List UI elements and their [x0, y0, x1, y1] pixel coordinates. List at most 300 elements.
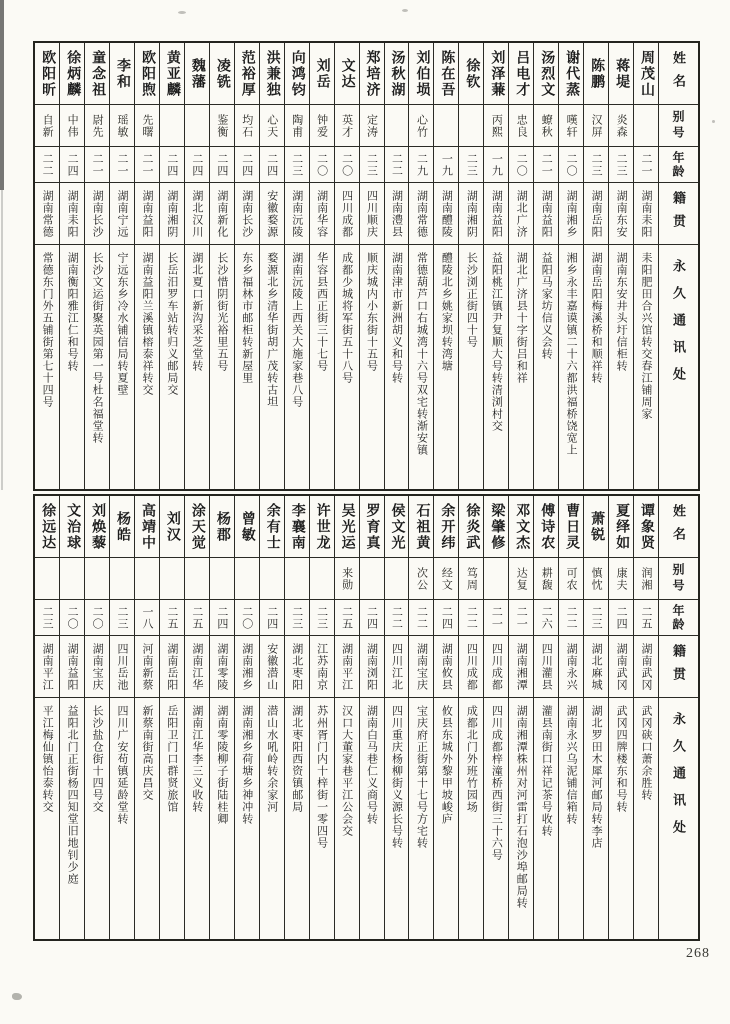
person-alias: 润湘 — [634, 558, 658, 600]
scan-artifact — [12, 993, 22, 1000]
person-origin: 湖南宁远 — [110, 183, 134, 245]
person-column — [134, 496, 159, 939]
person-address: 湖南湘潭株州对河雷打石泡沙埠邮局转 — [515, 705, 528, 909]
person-column — [408, 43, 433, 489]
person-address: 汉口大董家巷平江公会交 — [340, 705, 353, 837]
person-age: 二一 — [484, 600, 508, 636]
person-address: 武冈四牌楼东和号转 — [615, 705, 628, 813]
person-address: 湖南东安井头圩信柜转 — [615, 252, 628, 372]
person-origin: 湖南岳阳 — [160, 636, 184, 698]
person-column — [583, 43, 608, 489]
person-origin: 四川成都 — [459, 636, 483, 698]
person-column — [508, 496, 533, 939]
person-column — [458, 43, 483, 489]
person-age: 二六 — [534, 600, 558, 636]
person-age: 二四 — [434, 600, 458, 636]
person-alias: 自新 — [35, 105, 59, 147]
person-address: 湖南江华李三义收转 — [190, 705, 203, 813]
person-alias: 蟟秋 — [534, 105, 558, 147]
person-alias: 嘆轩 — [559, 105, 583, 147]
person-alias — [135, 558, 159, 600]
person-column — [558, 496, 583, 939]
person-alias: 来勋 — [335, 558, 359, 600]
person-age: 一九 — [434, 147, 458, 183]
person-name: 杨皓 — [110, 496, 134, 558]
person-origin: 湖南东安 — [609, 183, 633, 245]
person-origin: 四川灌县 — [534, 636, 558, 698]
person-age: 二三 — [584, 147, 608, 183]
person-age: 二四 — [185, 147, 209, 183]
person-alias — [260, 558, 284, 600]
person-column — [284, 496, 309, 939]
person-age: 二二 — [385, 147, 409, 183]
person-column — [608, 43, 633, 489]
person-name: 李襄南 — [285, 496, 309, 558]
person-alias — [385, 558, 409, 600]
person-origin: 湖南湘乡 — [559, 183, 583, 245]
person-alias: 达复 — [509, 558, 533, 600]
person-origin: 湖南长沙 — [235, 183, 259, 245]
person-column — [483, 43, 508, 489]
person-alias: 均石 — [235, 105, 259, 147]
person-column — [508, 43, 533, 489]
person-name: 刘汉 — [160, 496, 184, 558]
person-age: 二三 — [459, 147, 483, 183]
person-name: 汤烈文 — [534, 43, 558, 105]
person-name: 文达 — [335, 43, 359, 105]
person-alias: 钟爱 — [310, 105, 334, 147]
person-age: 二三 — [285, 600, 309, 636]
person-address: 岳阳卫门口群贤旅馆 — [165, 705, 178, 813]
person-origin: 湖南攸县 — [434, 636, 458, 698]
person-age: 二〇 — [310, 147, 334, 183]
person-column — [159, 43, 184, 489]
header-name: 姓名 — [659, 496, 698, 558]
person-age: 二二 — [459, 600, 483, 636]
person-column — [209, 496, 234, 939]
person-alias — [459, 105, 483, 147]
person-alias: 英才 — [335, 105, 359, 147]
person-alias — [385, 105, 409, 147]
person-age: 二一 — [509, 600, 533, 636]
person-column — [583, 496, 608, 939]
person-age: 二〇 — [559, 147, 583, 183]
person-origin: 湖南武冈 — [634, 636, 658, 698]
person-name: 徐炎武 — [459, 496, 483, 558]
person-age: 二四 — [235, 147, 259, 183]
person-origin: 湖南益阳 — [484, 183, 508, 245]
person-origin: 湖南湘阴 — [459, 183, 483, 245]
person-column — [608, 496, 633, 939]
person-name: 徐钦 — [459, 43, 483, 105]
person-column — [433, 43, 458, 489]
person-name: 洪兼独 — [260, 43, 284, 105]
person-age: 二四 — [210, 600, 234, 636]
person-origin: 四川成都 — [335, 183, 359, 245]
person-origin: 湖南新化 — [210, 183, 234, 245]
person-origin: 湖南平江 — [335, 636, 359, 698]
person-address: 湖北罗田木犀河邮局转李店 — [590, 705, 603, 849]
person-column — [234, 496, 259, 939]
person-age: 二二 — [559, 600, 583, 636]
person-address: 湖北枣阳西资镇邮局 — [290, 705, 303, 813]
person-age: 二五 — [185, 600, 209, 636]
person-origin: 湖南江华 — [185, 636, 209, 698]
person-age: 二一 — [135, 147, 159, 183]
person-alias: 康夫 — [609, 558, 633, 600]
person-age: 二五 — [335, 600, 359, 636]
person-name: 侯文光 — [385, 496, 409, 558]
person-address: 四川重庆杨柳街义源长号转 — [390, 705, 403, 849]
person-origin: 湖南宝庆 — [409, 636, 433, 698]
person-origin: 四川岳池 — [110, 636, 134, 698]
person-column — [109, 43, 134, 489]
person-column — [59, 43, 84, 489]
person-name: 刘岳 — [310, 43, 334, 105]
person-alias: 先曙 — [135, 105, 159, 147]
person-name: 欧阳煦 — [135, 43, 159, 105]
person-name: 傅诗农 — [534, 496, 558, 558]
person-age: 二四 — [60, 147, 84, 183]
person-address: 婺源北乡清华街胡广茂转古坦 — [265, 252, 278, 408]
scan-artifact — [0, 0, 4, 190]
person-alias: 鉴衡 — [210, 105, 234, 147]
header-name: 姓名 — [659, 43, 698, 105]
person-column — [184, 43, 209, 489]
person-name: 曾敏 — [235, 496, 259, 558]
person-address: 湖南津市新洲胡义和号转 — [390, 252, 403, 384]
person-name: 汤秋湖 — [385, 43, 409, 105]
person-age: 二九 — [409, 147, 433, 183]
person-origin: 湖北广济 — [509, 183, 533, 245]
person-age: 二三 — [110, 600, 134, 636]
person-address: 华容县西正街三十七号 — [315, 252, 328, 372]
person-alias — [434, 105, 458, 147]
person-age: 二一 — [634, 147, 658, 183]
person-name: 向鸿钧 — [285, 43, 309, 105]
person-alias — [185, 105, 209, 147]
person-address: 湖南白马巷仁义商号转 — [365, 705, 378, 825]
person-name: 蒋堤 — [609, 43, 633, 105]
person-name: 杨郡 — [210, 496, 234, 558]
person-name: 萧锐 — [584, 496, 608, 558]
person-alias: 炎森 — [609, 105, 633, 147]
person-name: 文治球 — [60, 496, 84, 558]
scan-speck — [402, 9, 408, 12]
person-alias — [185, 558, 209, 600]
person-address: 湖南衡阳雅江仁和号转 — [66, 252, 79, 372]
person-address: 湖南零陵柳子街陆桂卿 — [215, 705, 228, 825]
person-origin: 湖南湘阴 — [160, 183, 184, 245]
person-age: 二四 — [360, 600, 384, 636]
person-address: 成都北门外班竹园场 — [465, 705, 478, 813]
person-address: 潜山水吼岭转余家河 — [265, 705, 278, 813]
person-address: 成都少城将军街五十八号 — [340, 252, 353, 384]
person-column — [483, 496, 508, 939]
person-age: 二三 — [285, 147, 309, 183]
person-origin: 湖南长沙 — [85, 183, 109, 245]
person-age: 二四 — [160, 147, 184, 183]
person-origin: 湖南益阳 — [60, 636, 84, 698]
person-alias — [85, 558, 109, 600]
person-name: 郑培济 — [360, 43, 384, 105]
person-age: 二二 — [385, 600, 409, 636]
person-address: 苏州胥门内十梓街一零四号 — [315, 705, 328, 849]
person-name: 余开纬 — [434, 496, 458, 558]
person-column — [558, 43, 583, 489]
person-origin: 安徽婺源 — [260, 183, 284, 245]
person-alias — [210, 558, 234, 600]
person-address: 宝庆府正街第十七号方宅转 — [415, 705, 428, 849]
person-age: 二四 — [260, 600, 284, 636]
person-column — [533, 43, 558, 489]
person-age: 二一 — [110, 147, 134, 183]
person-address: 常德葫芦口右城湾十六号双宅转渐安镇 — [415, 252, 428, 456]
person-column — [458, 496, 483, 939]
person-age: 二〇 — [85, 600, 109, 636]
person-alias: 汉屏 — [584, 105, 608, 147]
person-name: 石祖黄 — [409, 496, 433, 558]
person-alias: 耕馥 — [534, 558, 558, 600]
person-alias — [160, 105, 184, 147]
person-column — [533, 496, 558, 939]
person-age: 二二 — [35, 147, 59, 183]
person-name: 范裕厚 — [235, 43, 259, 105]
person-address: 四川广安苟镇延龄堂转 — [116, 705, 129, 825]
person-address: 湖北广济县十字街吕和祥 — [515, 252, 528, 384]
person-address: 常德东门外五铺街第七十四号 — [41, 252, 54, 408]
header-age: 年龄 — [659, 600, 698, 636]
header-address: 永久通讯处 — [671, 712, 686, 847]
person-origin: 湖南沅陵 — [285, 183, 309, 245]
person-origin: 湖南湘潭 — [509, 636, 533, 698]
person-alias: 忠良 — [509, 105, 533, 147]
header-age: 年龄 — [659, 147, 698, 183]
person-origin: 湖南零陵 — [210, 636, 234, 698]
person-alias: 笃周 — [459, 558, 483, 600]
person-alias — [35, 558, 59, 600]
person-address: 新蔡南街高庆昌交 — [140, 705, 153, 801]
person-column — [633, 43, 658, 489]
person-column — [359, 43, 384, 489]
person-name: 许世龙 — [310, 496, 334, 558]
person-origin: 湖南常德 — [409, 183, 433, 245]
person-origin: 湖南岳阳 — [584, 183, 608, 245]
person-origin: 湖南耒阳 — [60, 183, 84, 245]
person-alias: 定涛 — [360, 105, 384, 147]
person-alias — [484, 558, 508, 600]
person-age: 二四 — [609, 600, 633, 636]
person-age: 二〇 — [60, 600, 84, 636]
header-column — [658, 496, 698, 939]
person-name: 陈在吾 — [434, 43, 458, 105]
person-name: 周茂山 — [634, 43, 658, 105]
person-address: 湖北夏口新沟采芝堂转 — [190, 252, 203, 372]
person-age: 一九 — [484, 147, 508, 183]
person-origin: 湖南常德 — [35, 183, 59, 245]
person-column — [159, 496, 184, 939]
person-origin: 湖南平江 — [35, 636, 59, 698]
person-alias: 次公 — [409, 558, 433, 600]
person-age: 二五 — [160, 600, 184, 636]
person-alias: 可农 — [559, 558, 583, 600]
scan-speck — [712, 120, 715, 123]
person-age: 一八 — [135, 600, 159, 636]
person-origin: 湖南华容 — [310, 183, 334, 245]
person-age: 二一 — [534, 147, 558, 183]
person-column — [84, 496, 109, 939]
person-column — [259, 43, 284, 489]
person-age: 二四 — [260, 147, 284, 183]
person-address: 长沙文运街聚英园第一号杜名福堂转 — [91, 252, 104, 444]
person-origin: 安徽潜山 — [260, 636, 284, 698]
person-address: 耒阳肥田合兴馆转交春江铺周家 — [640, 252, 653, 420]
person-name: 余有士 — [260, 496, 284, 558]
person-address: 益阳桃江镇尹复顺大号转清浏村交 — [490, 252, 503, 432]
person-name: 罗育真 — [360, 496, 384, 558]
person-origin: 河南新蔡 — [135, 636, 159, 698]
person-age: 二三 — [35, 600, 59, 636]
person-name: 李和 — [110, 43, 134, 105]
person-name: 魏藩 — [185, 43, 209, 105]
person-alias — [110, 558, 134, 600]
directory-table-upper — [33, 41, 700, 491]
person-address: 平江梅仙镇怡泰转交 — [41, 705, 54, 813]
person-name: 欧阳昕 — [35, 43, 59, 105]
person-address: 宁远东乡冷水铺信局转夏壁 — [116, 252, 129, 396]
person-name: 谢代蒸 — [559, 43, 583, 105]
scan-speck — [178, 11, 186, 14]
person-origin: 湖南浏阳 — [360, 636, 384, 698]
person-column — [234, 43, 259, 489]
person-alias — [310, 558, 334, 600]
person-column — [35, 496, 59, 939]
person-name: 陈鹏 — [584, 43, 608, 105]
person-origin: 湖北枣阳 — [285, 636, 309, 698]
person-address: 湖南沅陵上西关大施家巷八号 — [290, 252, 303, 408]
person-column — [259, 496, 284, 939]
person-alias: 慎忱 — [584, 558, 608, 600]
person-name: 刘泽蒹 — [484, 43, 508, 105]
person-alias: 瑶敏 — [110, 105, 134, 147]
person-column — [35, 43, 59, 489]
person-address: 湖南湘乡荷塘乡神冲转 — [240, 705, 253, 825]
person-alias: 陶甫 — [285, 105, 309, 147]
person-column — [284, 43, 309, 489]
person-age: 二〇 — [509, 147, 533, 183]
person-age: 二〇 — [335, 147, 359, 183]
header-origin: 籍贯 — [659, 636, 698, 698]
person-alias — [60, 558, 84, 600]
person-address: 东乡福林市邮柜转新屋里 — [240, 252, 253, 384]
person-name: 凌铣 — [210, 43, 234, 105]
person-column — [134, 43, 159, 489]
person-column — [309, 496, 334, 939]
person-column — [59, 496, 84, 939]
person-name: 吴光运 — [335, 496, 359, 558]
person-origin: 湖南耒阳 — [634, 183, 658, 245]
person-column — [209, 43, 234, 489]
person-column — [109, 496, 134, 939]
person-column — [633, 496, 658, 939]
person-column — [384, 43, 409, 489]
person-age: 二〇 — [235, 600, 259, 636]
person-alias: 中伟 — [60, 105, 84, 147]
person-name: 童念祖 — [85, 43, 109, 105]
person-alias: 心竹 — [409, 105, 433, 147]
person-name: 高靖中 — [135, 496, 159, 558]
directory-table-lower — [33, 494, 700, 941]
person-origin: 湖南湘乡 — [235, 636, 259, 698]
person-alias — [634, 105, 658, 147]
person-address: 醴陵北乡姚家坝转湾塘 — [440, 252, 453, 372]
person-column — [334, 496, 359, 939]
person-age: 二一 — [85, 147, 109, 183]
person-address: 长沙盐仓街十四号交 — [91, 705, 104, 813]
person-alias — [285, 558, 309, 600]
person-alias: 尉先 — [85, 105, 109, 147]
person-alias: 经文 — [434, 558, 458, 600]
person-address: 长岳汨罗车站转归义邮局交 — [165, 252, 178, 396]
person-name: 徐远达 — [35, 496, 59, 558]
person-address: 攸县东城外黎甲坡峻庐 — [440, 705, 453, 825]
person-address: 长沙浏正街四十号 — [465, 252, 478, 348]
person-column — [359, 496, 384, 939]
person-name: 吕电才 — [509, 43, 533, 105]
person-alias — [360, 558, 384, 600]
person-name: 邓文杰 — [509, 496, 533, 558]
person-column — [433, 496, 458, 939]
person-age: 二三 — [584, 600, 608, 636]
person-name: 曹日灵 — [559, 496, 583, 558]
person-address: 武冈硖口萧余胜转 — [640, 705, 653, 801]
person-name: 刘伯埙 — [409, 43, 433, 105]
person-age: 二三 — [360, 147, 384, 183]
person-origin: 湖南益阳 — [534, 183, 558, 245]
person-origin: 四川江北 — [385, 636, 409, 698]
person-address: 益阳马家坊信义会转 — [540, 252, 553, 360]
header-alias: 别号 — [659, 105, 698, 147]
person-alias: 丙熙 — [484, 105, 508, 147]
person-origin: 湖南益阳 — [135, 183, 159, 245]
person-address: 益阳北门正街杨四知堂旧地钊少庭 — [66, 705, 79, 885]
person-age: 二二 — [409, 600, 433, 636]
header-origin: 籍贯 — [659, 183, 698, 245]
scan-artifact — [1, 190, 3, 490]
person-name: 谭象贤 — [634, 496, 658, 558]
person-address: 湖南岳阳梅溪桥和顺祥转 — [590, 252, 603, 384]
person-origin: 四川成都 — [484, 636, 508, 698]
person-age: 二四 — [210, 147, 234, 183]
person-origin: 江苏南京 — [310, 636, 334, 698]
person-name: 梁肇修 — [484, 496, 508, 558]
person-column — [384, 496, 409, 939]
person-origin: 湖南永兴 — [559, 636, 583, 698]
person-origin: 湖南醴陵 — [434, 183, 458, 245]
header-alias: 别号 — [659, 558, 698, 600]
header-address: 永久通讯处 — [671, 259, 686, 394]
person-origin: 湖北麻城 — [584, 636, 608, 698]
person-column — [84, 43, 109, 489]
person-column — [408, 496, 433, 939]
person-age: 二三 — [310, 600, 334, 636]
person-name: 徐炳麟 — [60, 43, 84, 105]
person-address: 湘乡永丰嘉谟镇二十六都洪福桥饶宽上 — [565, 252, 578, 456]
person-address: 长沙惜阴街光裕里五号 — [215, 252, 228, 372]
person-age: 二五 — [634, 600, 658, 636]
person-alias — [235, 558, 259, 600]
person-address: 灌县南街口祥记茶号收转 — [540, 705, 553, 837]
